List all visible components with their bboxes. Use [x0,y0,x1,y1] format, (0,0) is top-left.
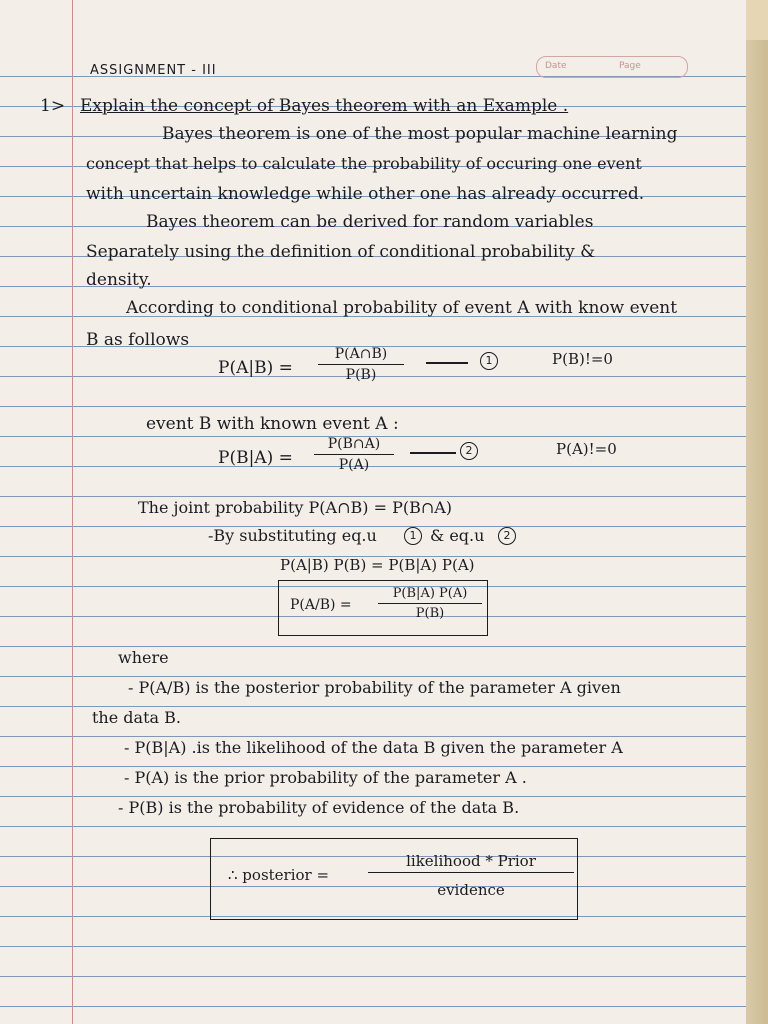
joint-line: The joint probability P(A∩B) = P(B∩A) [138,498,453,517]
eq1-condition: P(B)!=0 [552,350,613,368]
sub-tag-2: 2 [498,527,516,545]
eq2-tag: 2 [460,442,478,460]
definition-item: - P(A) is the prior probability of the parameter A . [124,768,527,787]
page-label: Page [619,61,641,71]
eq1-denominator: P(B) [345,367,377,383]
result-lhs: P(A/B) = [290,597,352,613]
joint-product-line: P(A|B) P(B) = P(B|A) P(A) [280,556,475,574]
summary-denominator: evidence [437,881,505,899]
body-line: Bayes theorem is one of the most popular machine learning [162,124,678,144]
eq1-numerator: P(A∩B) [318,346,404,365]
question-number: 1> [40,96,66,116]
eq1-tag: 1 [480,352,498,370]
eq1-lhs: P(A|B) = [218,358,293,378]
result-fraction [378,586,482,621]
assignment-title: ASSIGNMENT - III [90,63,217,78]
definition-item: - P(B|A) .is the likelihood of the data B given the parameter A [124,738,623,757]
result-denominator: P(B) [415,606,445,621]
body-line: with uncertain knowledge while other one has already occurred. [86,184,645,204]
substitute-line-a: -By substituting eq.u [208,526,377,545]
summary-numerator: likelihood * Prior [368,852,574,873]
equation-dash [410,452,456,454]
date-label: Date [545,61,567,71]
eq2-lhs: P(B|A) = [218,448,293,468]
margin-line [72,0,73,1024]
eq2-condition: P(A)!=0 [556,440,617,458]
body-line: Bayes theorem can be derived for random variables [146,212,594,232]
body-line: concept that helps to calculate the probability of occuring one event [86,154,642,173]
result-numerator: P(B|A) P(A) [378,586,482,604]
body-line: density. [86,270,152,290]
page-edge [746,0,768,1024]
sub-tag-1: 1 [404,527,422,545]
body-line: B as follows [86,330,190,350]
definition-item: - P(B) is the probability of evidence of the data B. [118,798,520,817]
eq1-fraction [318,346,404,383]
summary-lhs: ∴ posterior = [228,866,330,884]
eq2-numerator: P(B∩A) [314,436,394,455]
definition-item: the data B. [92,708,181,727]
body-line: According to conditional probability of event A with know event [126,298,678,318]
eq2-fraction [314,436,394,473]
substitute-line-b: & eq.u [430,526,485,545]
definition-item: - P(A/B) is the posterior probability of the parameter A given [128,678,621,697]
equation-dash [426,362,468,364]
body-line: Separately using the definition of conditional probability & [86,242,596,262]
eq2-denominator: P(A) [338,457,370,473]
where-label: where [118,648,169,667]
question-text: Explain the concept of Bayes theorem with an Example . [80,96,569,116]
date-page-box [536,56,688,78]
summary-fraction [368,852,574,899]
event-line: event B with known event A : [146,414,399,434]
